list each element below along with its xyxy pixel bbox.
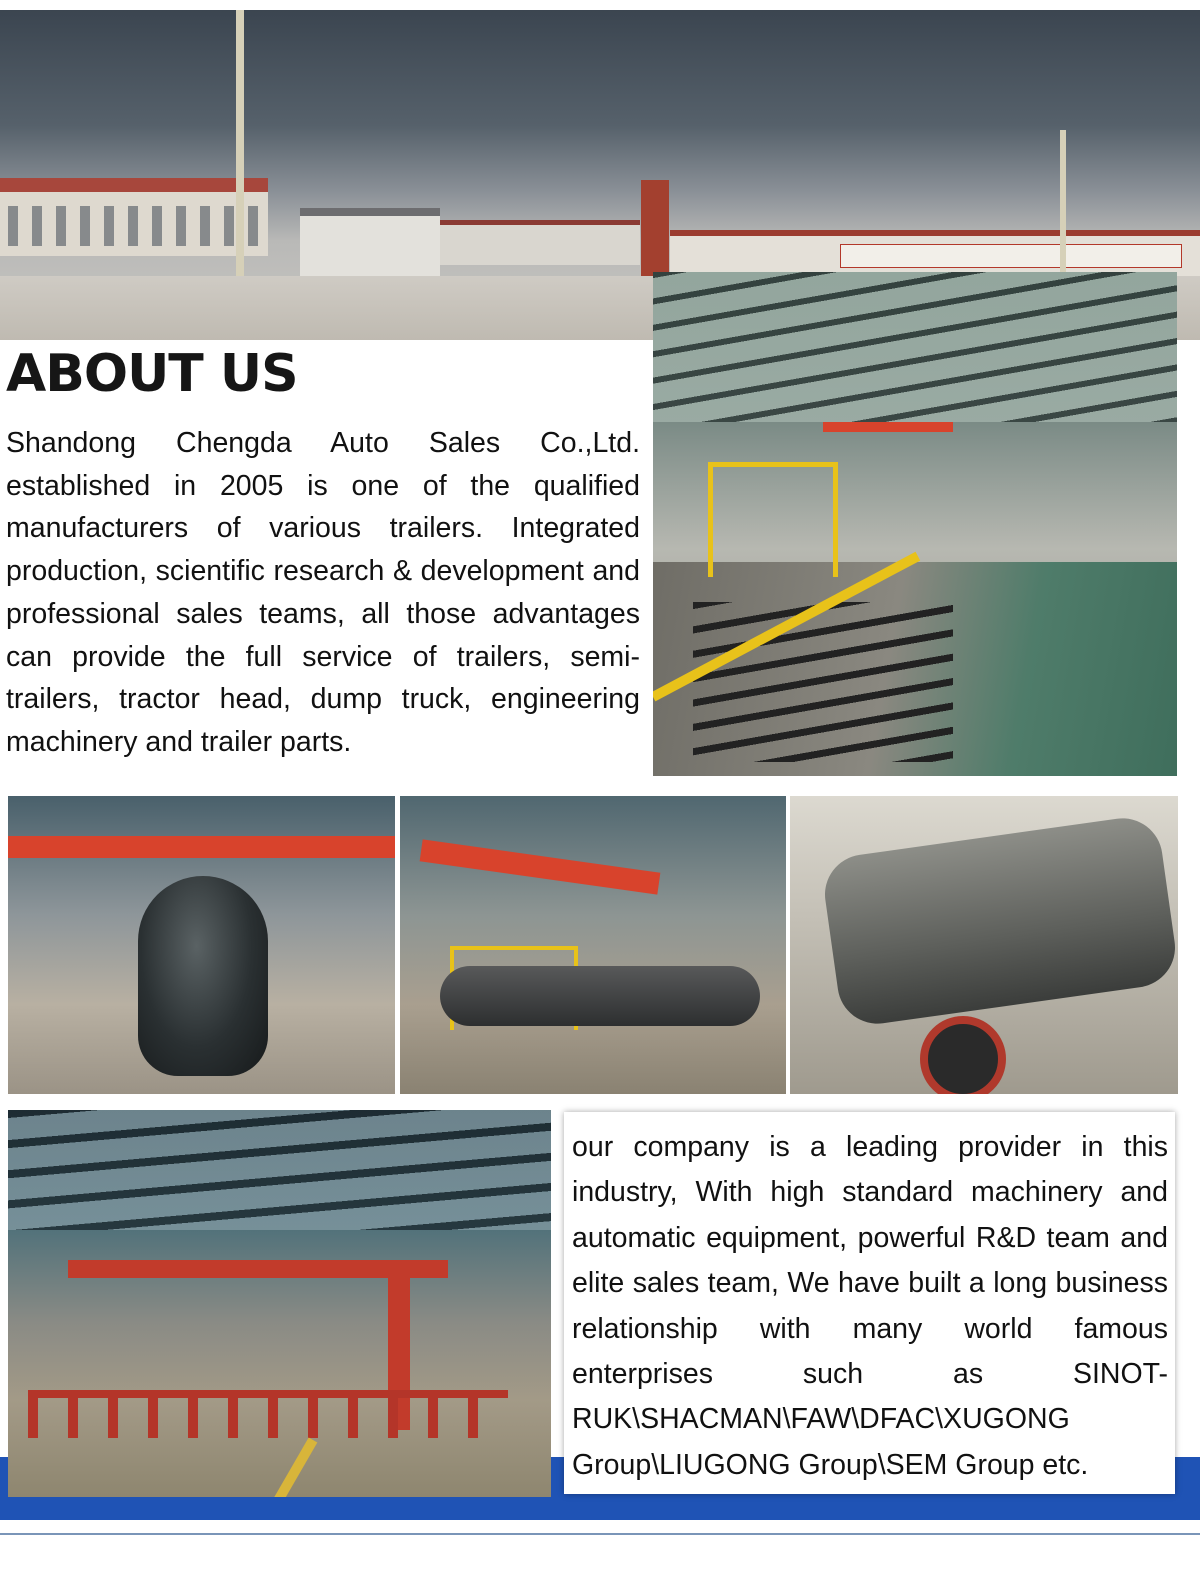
production-line-photo: [8, 1110, 551, 1497]
tank-assembly-photo: [8, 796, 395, 1094]
workshop-photo: [653, 272, 1177, 776]
tanker-trailer-photo: [790, 796, 1178, 1094]
company-info-card: [564, 1112, 1175, 1494]
tank-welding-photo: [400, 796, 786, 1094]
intro-paragraph: Shandong Chengda Auto Sales Co.,Ltd. established in 2005 is one of the qualified manufacturers of various trailers. Integrated production, scientific research & development and professional sales teams, all those advantages can provide the full service of trailers, semi-trailers, tractor head, dump truck, engineering machinery and trailer parts.: [6, 427, 640, 758]
company-info-text: our company is a leading provider in this industry, With high standard machinery and automatic equipment, powerful R&D team and elite sales team, We have built a long business relationship with many world famous enterprises such as SINOT-RUK\SHACMAN\FAW\DFAC\XUGONG Group\LIUGONG Group\SEM Group etc.: [572, 1131, 1168, 1481]
footer-divider: [0, 1533, 1200, 1535]
page-title: ABOUT US: [6, 344, 298, 404]
